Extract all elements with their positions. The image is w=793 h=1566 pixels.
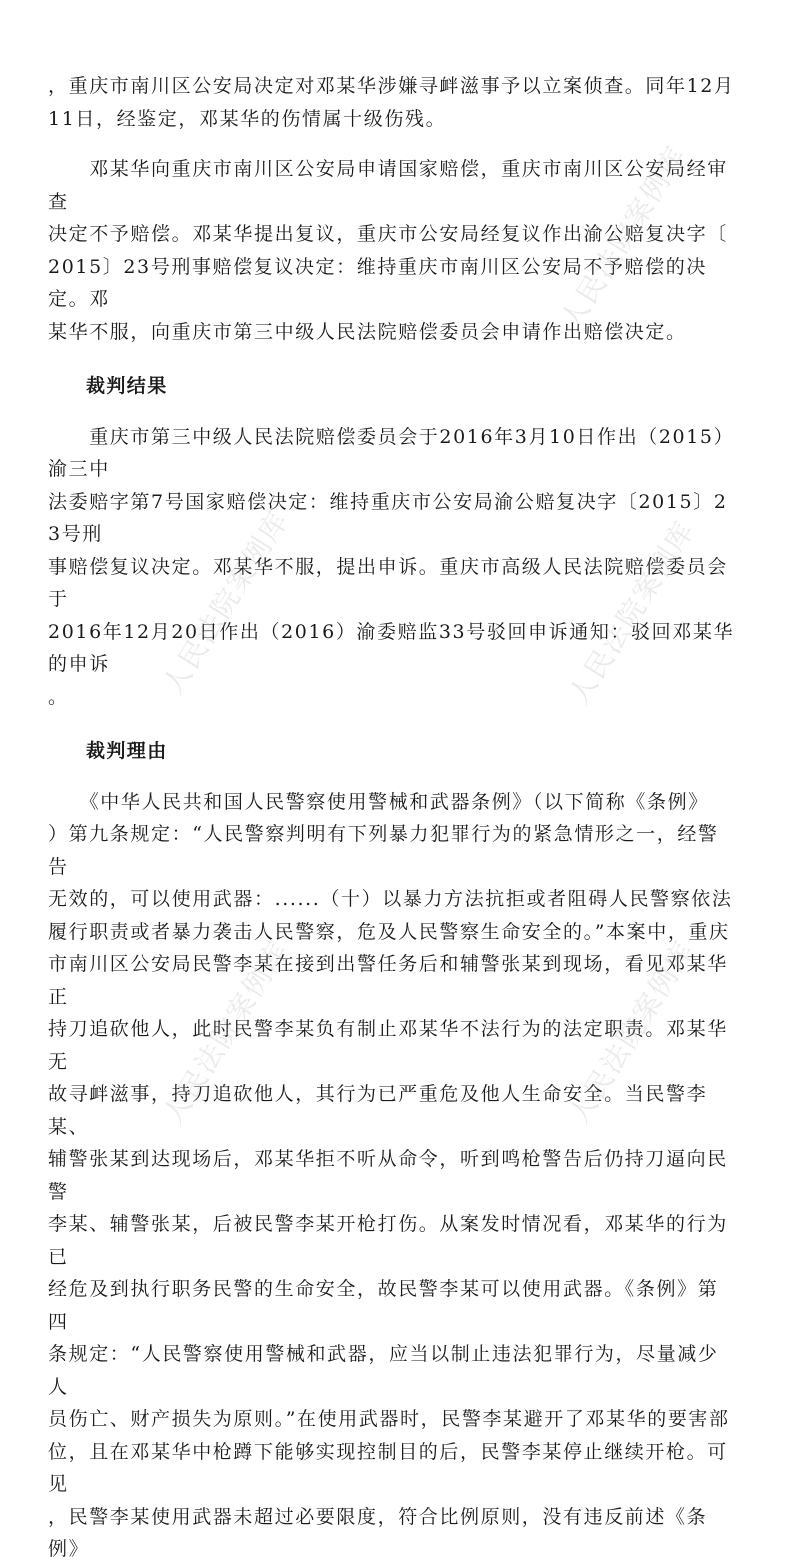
paragraph-injury-assessment (48, 70, 738, 135)
text-line: 无效的，可以使用武器：......（十）以暴力方法抗拒或者阻碍人民警察依法 (48, 888, 733, 910)
text-line: 辅警张某到达现场后，邓某华拒不听从命令，听到鸣枪警告后仍持刀逼向民警 (48, 1148, 728, 1203)
watermark-text: 人民法院案例库 (562, 514, 702, 711)
section-heading-judgment-result: 裁判结果 (86, 375, 168, 397)
text-line: 市南川区公安局民警李某在接到出警任务后和辅警张某到现场，看见邓某华正 (48, 953, 728, 1008)
text-line: 条规定：“人民警察使用警械和武器，应当以制止违法犯罪行为，尽量减少人 (48, 1343, 719, 1398)
watermark-text: 人民法院案例库 (156, 504, 296, 701)
paragraph-judgment-reasoning (48, 786, 738, 1566)
text-line: ，民警李某使用武器未超过必要限度，符合比例原则，没有违反前述《条例》 (48, 1505, 708, 1560)
text-line: 位，且在邓某华中枪蹲下能够实现控制目的后，民警李某停止继续开枪。可见 (48, 1440, 728, 1495)
text-line: ，重庆市南川区公安局决定对邓某华涉嫌寻衅滋事予以立案侦查。同年12月 (48, 75, 735, 97)
text-line: 2015〕23号刑事赔偿复议决定：维持重庆市南川区公安局不予赔偿的决定。邓 (48, 255, 707, 310)
text-line: 2016年12月20日作出（2016）渝委赔监33号驳回申诉通知：驳回邓某华的申诉 (48, 620, 735, 675)
text-line: 持刀追砍他人，此时民警李某负有制止邓某华不法行为的法定职责。邓某华无 (48, 1018, 728, 1073)
text-line: 11日，经鉴定，邓某华的伤情属十级伤残。 (48, 107, 447, 130)
document-body (48, 70, 738, 1566)
watermark-text: 人民法院案例库 (156, 934, 296, 1131)
text-line: 《中华人民共和国人民警察使用警械和武器条例》（以下简称《条例》 (48, 790, 709, 813)
text-line: 履行职责或者暴力袭击人民警察，危及人民警察生命安全的。”本案中，重庆 (48, 920, 730, 943)
section-heading-judgment-reasoning: 裁判理由 (86, 740, 168, 762)
watermark-text: 人民法院案例库 (562, 934, 702, 1131)
paragraph-judgment-result (48, 421, 738, 714)
watermark-text: 人民法院案例库 (554, 139, 694, 336)
text-line: ）第九条规定：“人民警察判明有下列暴力犯罪行为的紧急情形之一，经警告 (48, 823, 719, 878)
text-line: 员伤亡、财产损失为原则。”在使用武器时，民警李某避开了邓某华的要害部 (48, 1408, 730, 1430)
text-line: 邓某华向重庆市南川区公安局申请国家赔偿，重庆市南川区公安局经审查 (48, 158, 728, 213)
text-line: 经危及到执行职务民警的生命安全，故民警李某可以使用武器。《条例》第四 (48, 1278, 719, 1333)
text-line: 决定不予赔偿。邓某华提出复议，重庆市公安局经复议作出渝公赔复决字〔 (48, 223, 728, 245)
text-line: 故寻衅滋事，持刀追砍他人，其行为已严重危及他人生命安全。当民警李某、 (48, 1083, 708, 1138)
text-line: 事赔偿复议决定。邓某华不服，提出申诉。重庆市高级人民法院赔偿委员会于 (48, 555, 728, 610)
paragraph-compensation-application (48, 153, 738, 348)
text-line: 重庆市第三中级人民法院赔偿委员会于2016年3月10日作出（2015）渝三中 (48, 425, 735, 480)
text-line: 某华不服，向重庆市第三中级人民法院赔偿委员会申请作出赔偿决定。 (48, 320, 687, 343)
text-line: 。 (48, 685, 69, 708)
text-line: 李某、辅警张某，后被民警李某开枪打伤。从案发时情况看，邓某华的行为已 (48, 1213, 728, 1268)
text-line: 法委赔字第7号国家赔偿决定：维持重庆市公安局渝公赔复决字〔2015〕23号刑 (48, 490, 728, 545)
